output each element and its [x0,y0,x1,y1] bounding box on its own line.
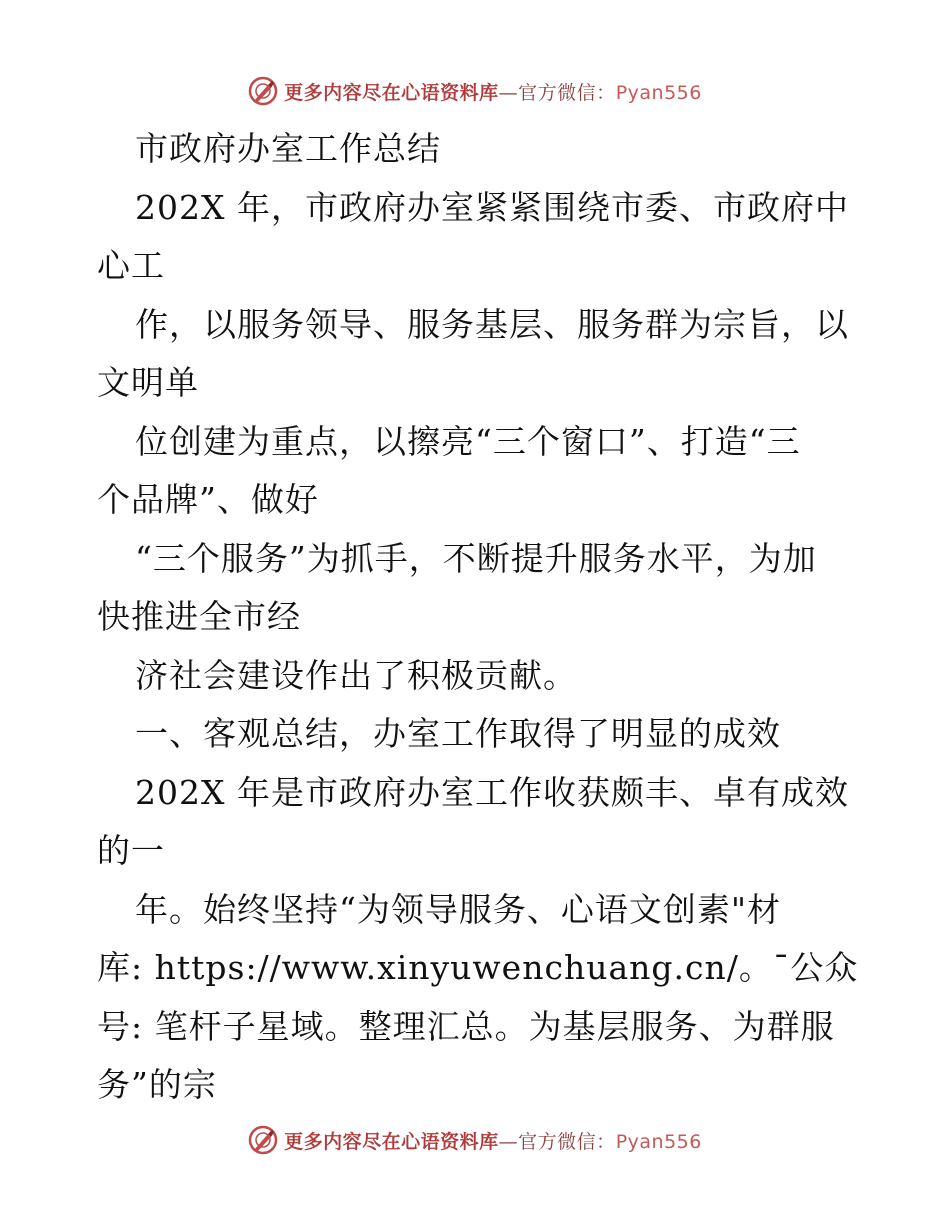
text-line: 位创建为重点，以擦亮“三个窗口”、打造“三 [135,421,801,461]
banner-label: 官方微信： [518,81,616,104]
banner-lead: 更多内容尽在心语资料库 [284,81,499,104]
banner-dash: — [498,81,519,104]
text-line: 的一 [97,831,165,870]
banner-text [284,78,702,105]
banner-label: 官方微信： [518,1130,616,1153]
text-line: 市政府办室工作总结 [135,129,441,168]
text-line: 济社会建设作出了积极贡献。 [135,655,577,695]
text-line: “三个服务”为抓手，不断提升服务水平，为加 [135,538,817,578]
text-line: 年。始终坚持“为领导服务、心语文创素"材 [135,889,782,929]
text-line: 202X 年，市政府办室紧紧围绕市委、市政府中 [135,187,849,227]
text-line: 202X 年是市政府办室工作收获颇丰、卓有成效 [135,772,849,812]
pen-logo-icon [248,76,278,106]
banner-wechat-id: Pyan556 [615,1130,702,1153]
banner-text [284,1127,702,1154]
text-line: 心工 [97,246,165,285]
document-body [97,120,857,1115]
text-line: 快推进全市经 [97,597,301,636]
text-line: 个品牌”、做好 [97,480,319,519]
banner-lead: 更多内容尽在心语资料库 [284,1130,499,1153]
header-banner [0,71,950,111]
text-line: 号: 笔杆子星域。整理汇总。为基层服务、为群服 [97,1006,835,1046]
text-line: 务”的宗 [97,1065,217,1104]
pen-logo-icon [248,1125,278,1155]
footer-banner [0,1120,950,1160]
text-line: 文明单 [97,363,199,402]
text-line: 库: https://www.xinyuwenchuang.cn/。¯公众 [97,948,859,987]
banner-dash: — [498,1130,519,1153]
banner-wechat-id: Pyan556 [615,81,702,104]
text-line: 一、客观总结，办室工作取得了明显的成效 [135,714,781,753]
text-line: 作，以服务领导、服务基层、服务群为宗旨，以 [135,304,849,344]
